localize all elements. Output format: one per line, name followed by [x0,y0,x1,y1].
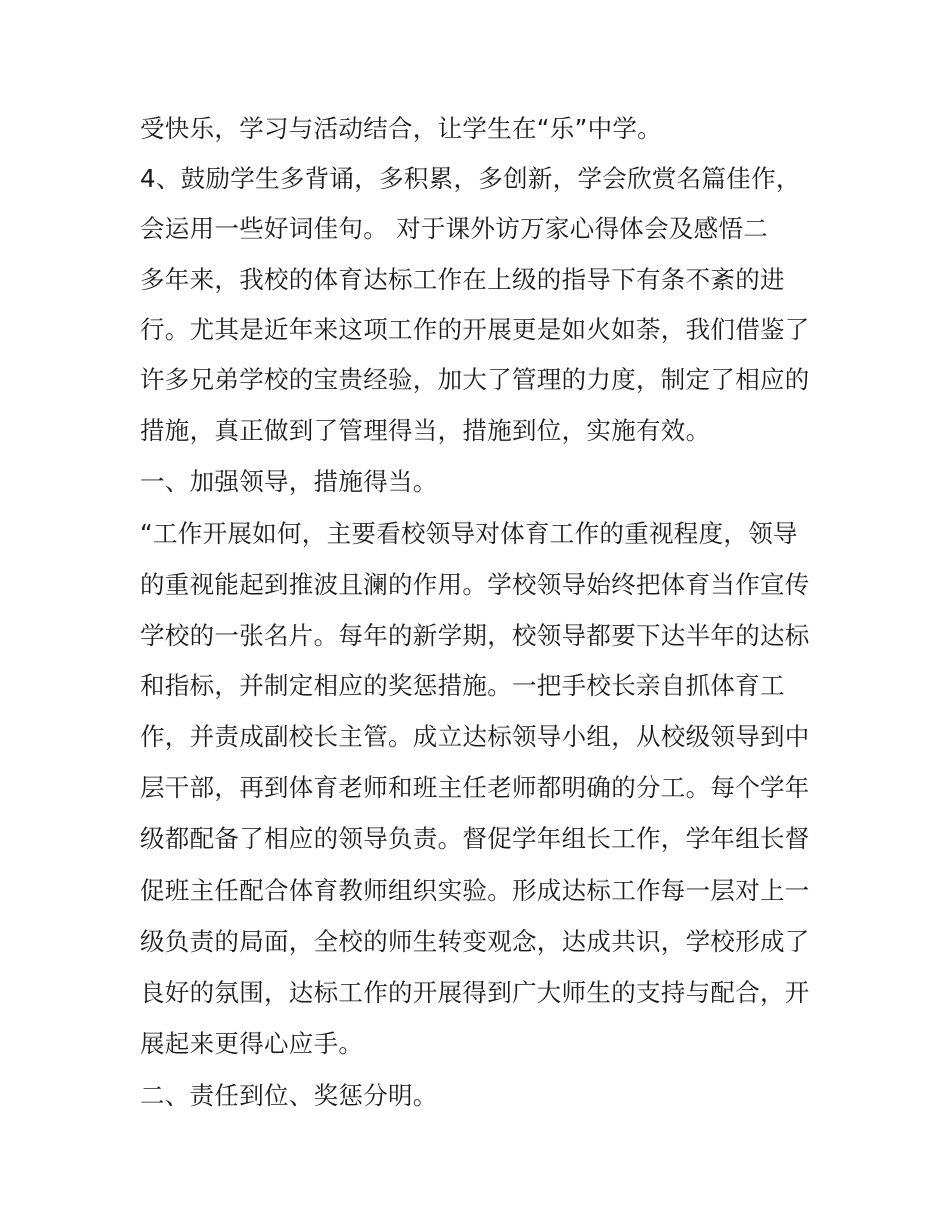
text-line: 受快乐，学习与活动结合，让学生在“乐”中学。 [140,114,662,143]
text-line: 级都配备了相应的领导负责。督促学年组长工作，学年组长督 [140,824,810,853]
section-heading: 一、加强领导，措施得当。 [140,467,438,496]
section-heading: 二、责任到位、奖惩分明。 [140,1081,438,1110]
text-line: 层干部，再到体育老师和班主任老师都明确的分工。每个学年 [140,773,810,802]
text-line: “工作开展如何，主要看校领导对体育工作的重视程度，领导 [140,519,798,548]
text-line: 4、鼓励学生多背诵，多积累，多创新，学会欣赏名篇佳作， [140,164,801,193]
text-line: 会运用一些好词佳句。 对于课外访万家心得体会及感悟二 [140,214,769,243]
text-line: 展起来更得心应手。 [140,1029,364,1058]
text-line: 学校的一张名片。每年的新学期，校领导都要下达半年的达标 [140,621,810,650]
text-line: 和指标，并制定相应的奖惩措施。一把手校长亲自抓体育工 [140,671,785,700]
text-line: 作，并责成副校长主管。成立达标领导小组，从校级领导到中 [140,722,810,751]
text-line: 良好的氛围，达标工作的开展得到广大师生的支持与配合，开 [140,978,810,1007]
text-line: 许多兄弟学校的宝贵经验，加大了管理的力度，制定了相应的 [140,365,810,394]
text-line: 行。尤其是近年来这项工作的开展更是如火如荼，我们借鉴了 [140,315,810,344]
text-line: 级负责的局面，全校的师生转变观念，达成共识，学校形成了 [140,927,810,956]
text-line: 的重视能起到推波且澜的作用。学校领导始终把体育当作宣传 [140,570,810,599]
text-line: 措施，真正做到了管理得当，措施到位，实施有效。 [140,416,711,445]
text-line: 多年来，我校的体育达标工作在上级的指导下有条不紊的进 [140,265,785,294]
text-line: 促班主任配合体育教师组织实验。形成达标工作每一层对上一 [140,876,810,905]
